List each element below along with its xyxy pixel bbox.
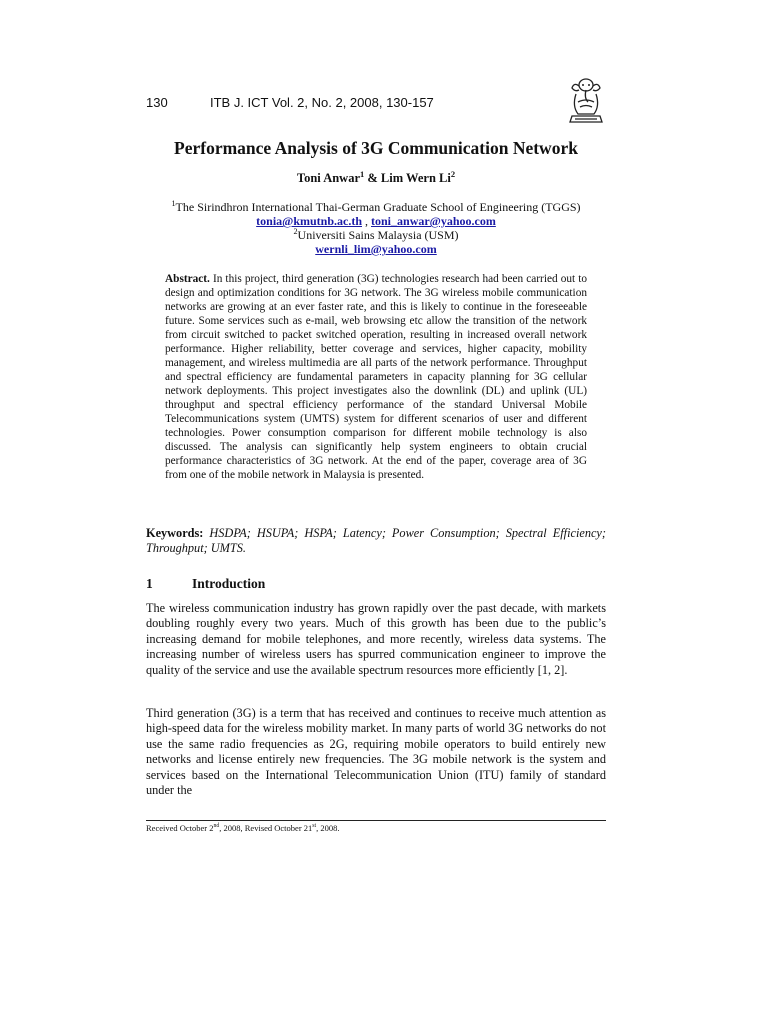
- body-paragraph: The wireless communication industry has grown rapidly over the past decade, with markets doubling roughly every two years. Much of this growth has been due to the public’s increasing demand for mobile telephones, and more recently, wireless data systems. The increasing number of wireless users has spurred communication engineer to improve the quality of the service and use the available spectrum resources more efficiently [1, 2].: [146, 601, 606, 677]
- affiliation-name: The Sirindhron International Thai-German Graduate School of Engineering (TGGS): [175, 200, 581, 214]
- section-heading: [146, 576, 606, 592]
- footnote-rule: [146, 820, 606, 821]
- revised-text: , 2008, Revised October 21: [219, 823, 313, 833]
- email-line-2: [146, 242, 606, 256]
- email-separator: ,: [362, 214, 372, 228]
- ordinal-suffix: st: [312, 823, 317, 830]
- email-link[interactable]: wernli_lim@yahoo.com: [315, 242, 437, 256]
- affiliations: [146, 200, 606, 256]
- email-line-1: [146, 214, 606, 228]
- page-number: 130: [146, 95, 168, 110]
- received-note: [146, 823, 340, 833]
- affiliation-marker: 1: [360, 168, 365, 179]
- abstract-label: Abstract.: [165, 273, 210, 285]
- running-header: [146, 93, 606, 113]
- author-separator: &: [364, 171, 381, 185]
- affiliation-2: [146, 228, 606, 242]
- affiliation-marker: 1: [171, 199, 176, 208]
- keywords-label: Keywords:: [146, 526, 204, 540]
- keywords: [146, 526, 606, 556]
- abstract: [165, 272, 587, 482]
- year-text: , 2008.: [316, 823, 340, 833]
- paper-title: Performance Analysis of 3G Communication Network: [174, 138, 578, 158]
- section-title: Introduction: [192, 576, 266, 591]
- author-line: [146, 168, 606, 186]
- ganesha-seal-icon: [566, 76, 606, 124]
- keywords-text: HSDPA; HSUPA; HSPA; Latency; Power Consumption; Spectral Efficiency; Throughput; UMTS.: [146, 526, 606, 555]
- body-paragraph: Third generation (3G) is a term that has received and continues to receive much attention as high-speed data for the wireless mobility market. In many parts of world 3G networks do not use the same radio frequencies as 2G, requiring mobile operators to build entirely new networks and license entirely new frequencies. The 3G mobile network is the system and services based on the International Telecommunication Union (ITU) family of standard under the: [146, 706, 606, 798]
- affiliation-marker: 2: [450, 168, 456, 179]
- ordinal-suffix: nd: [213, 823, 220, 830]
- received-text: Received October 2: [146, 823, 214, 833]
- email-link[interactable]: toni_anwar@yahoo.com: [371, 214, 496, 228]
- affiliation-marker: 2: [293, 227, 298, 236]
- affiliation-1: [146, 200, 606, 214]
- journal-citation: ITB J. ICT Vol. 2, No. 2, 2008, 130-157: [210, 95, 434, 110]
- email-link[interactable]: tonia@kmutnb.ac.th: [256, 214, 363, 228]
- section-number: 1: [146, 576, 153, 591]
- author-name: Toni Anwar: [296, 171, 360, 185]
- affiliation-name: Universiti Sains Malaysia (USM): [297, 228, 459, 242]
- abstract-text: In this project, third generation (3G) technologies research had been carried out to design and optimization conditions for 3G network. The 3G wireless mobile communication networks are growing at an ever faster rate, and this is likely to continue in the foreseeable future. Some services such as e-mail, web browsing etc allow the transition of the network from circuit switched to packet switched operation, resulting in increased overall network performance. Higher reliability, better coverage and services, higher capacity, mobility management, and wireless multimedia are all parts of the network performance. Throughput and spectral efficiency are fundamental parameters in capacity planning for 3G cellular network deployments. This project investigates also the downlink (DL) and uplink (UL) throughput and spectral efficiency performance of the standard Universal Mobile Telecommunications system (UMTS) system for different scenarios of user and different technologies. Power consumption comparison for different mobile technology is also discussed. The analysis can significantly help system engineers to obtain crucial performance characteristics of 3G network. At the end of the paper, coverage area of 3G from one of the mobile network in Malaysia is presented.: [165, 273, 587, 481]
- author-name: Lim Wern Li: [380, 171, 451, 185]
